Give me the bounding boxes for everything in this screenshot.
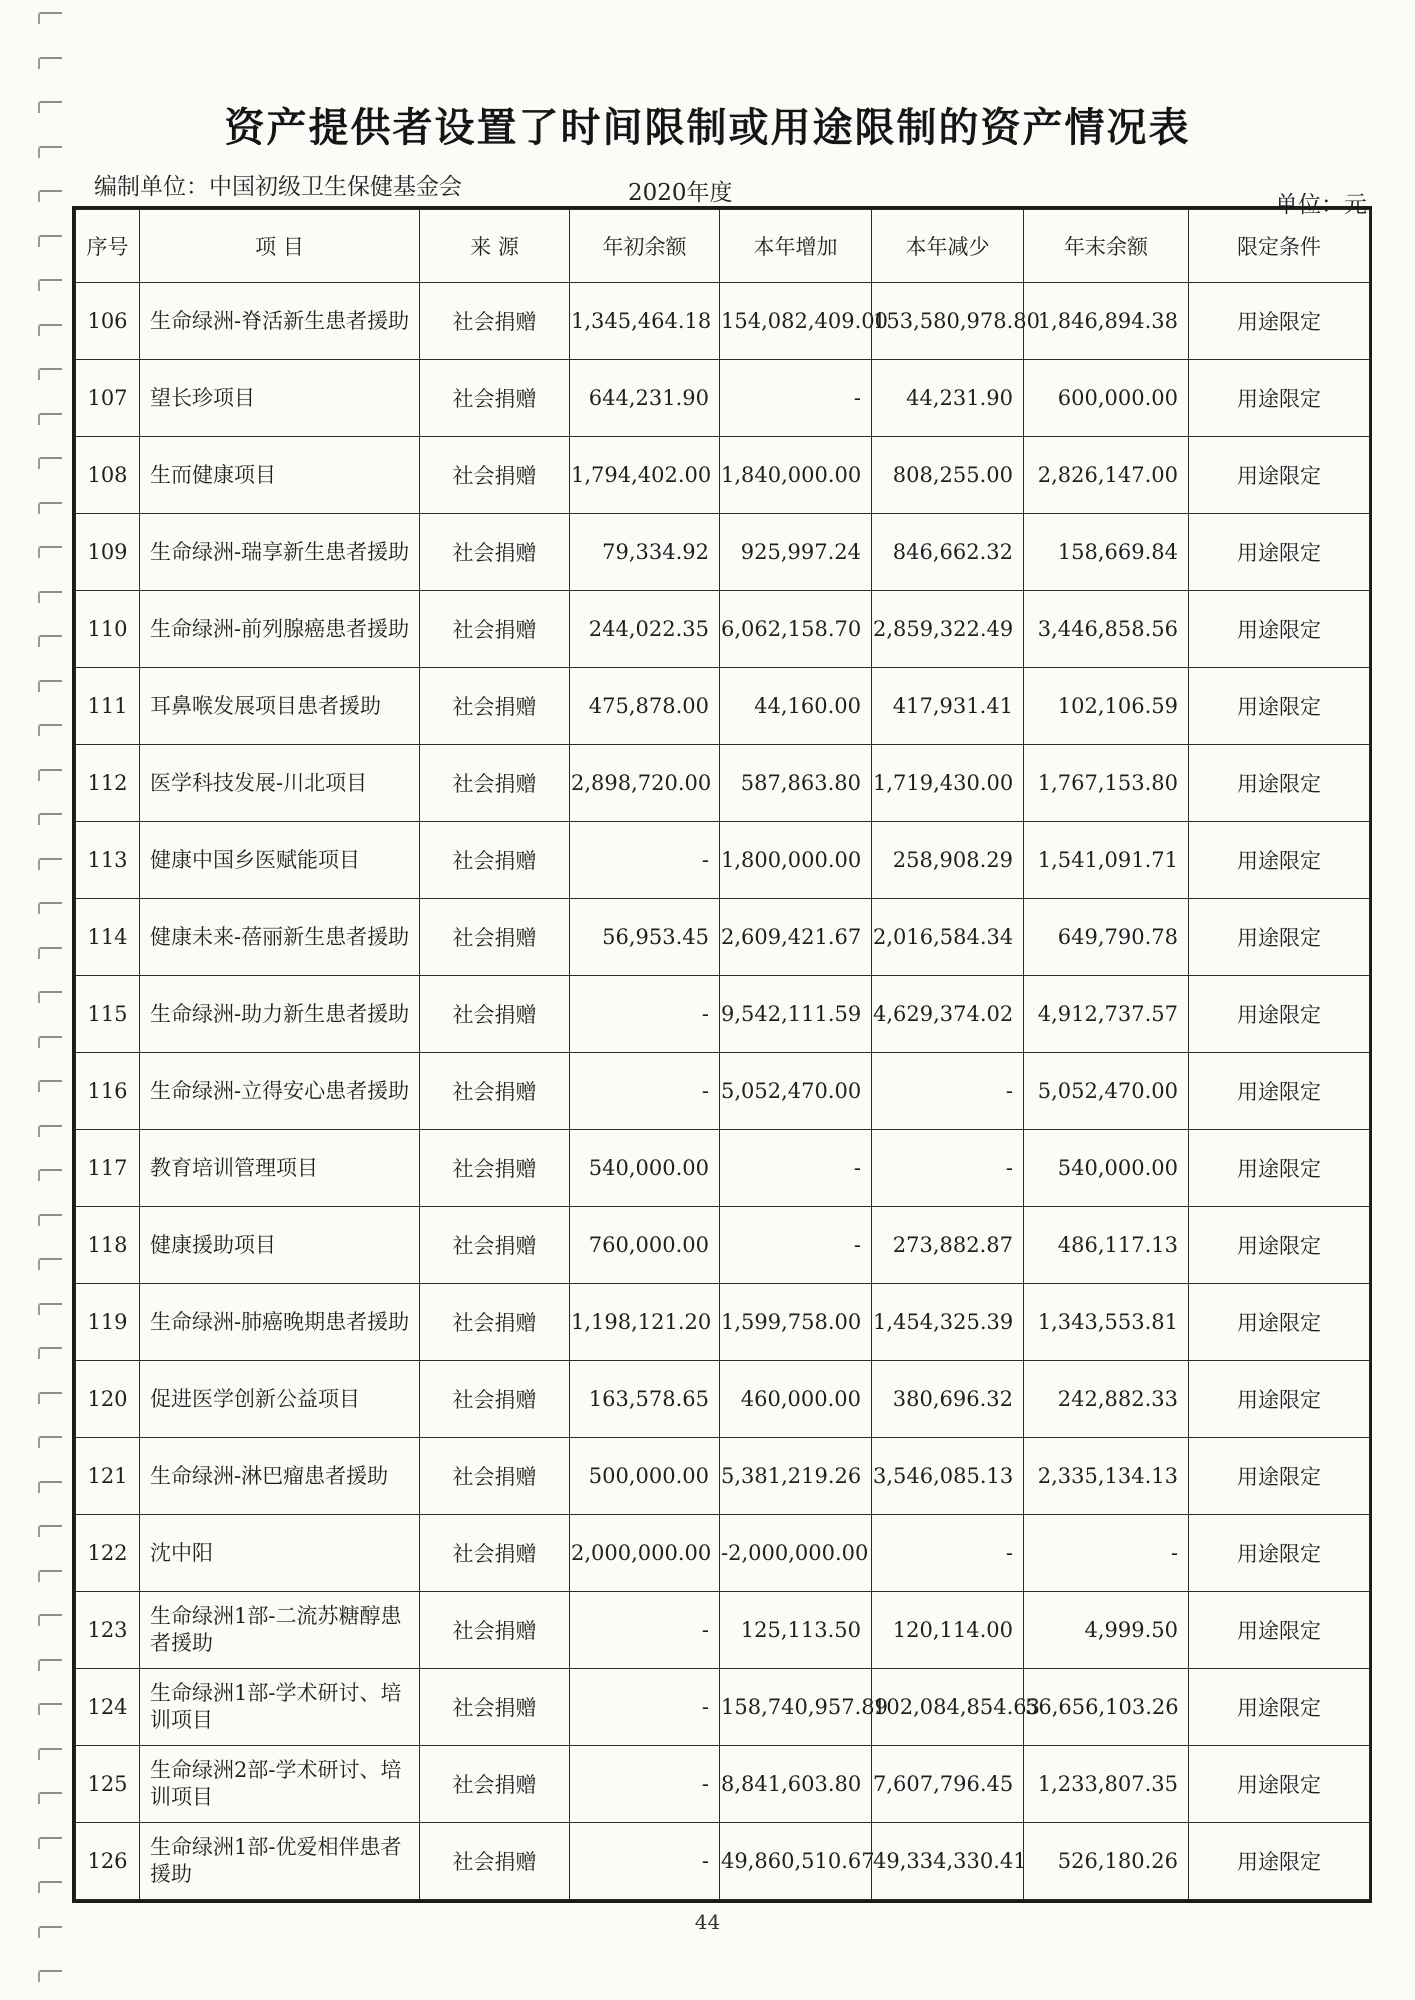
table-row xyxy=(76,1669,1370,1746)
row-condition: 用途限定 xyxy=(1189,1592,1370,1669)
row-increase: - xyxy=(720,360,872,437)
row-begin-balance: - xyxy=(570,1823,720,1900)
row-item: 望长珍项目 xyxy=(140,360,420,437)
binding-hole xyxy=(38,324,62,336)
row-item: 生命绿洲-肺癌晚期患者援助 xyxy=(140,1284,420,1361)
row-condition: 用途限定 xyxy=(1189,1823,1370,1900)
row-item: 生命绿洲-助力新生患者援助 xyxy=(140,976,420,1053)
row-condition: 用途限定 xyxy=(1189,1515,1370,1592)
row-decrease: - xyxy=(872,1130,1024,1207)
row-source: 社会捐赠 xyxy=(420,1361,570,1438)
binding-holes xyxy=(30,0,60,2000)
table-row xyxy=(76,1823,1370,1900)
table-row xyxy=(76,1746,1370,1823)
binding-hole xyxy=(38,635,62,647)
row-source: 社会捐赠 xyxy=(420,1746,570,1823)
row-decrease: 258,908.29 xyxy=(872,822,1024,899)
row-condition: 用途限定 xyxy=(1189,976,1370,1053)
binding-hole xyxy=(38,546,62,558)
col-header-source: 来 源 xyxy=(420,210,570,283)
row-number: 110 xyxy=(76,591,140,668)
row-number: 123 xyxy=(76,1592,140,1669)
row-source: 社会捐赠 xyxy=(420,1130,570,1207)
binding-hole xyxy=(38,680,62,692)
row-number: 106 xyxy=(76,283,140,360)
row-end-balance: 158,669.84 xyxy=(1024,514,1189,591)
row-number: 114 xyxy=(76,899,140,976)
row-decrease: - xyxy=(872,1515,1024,1592)
row-increase: 44,160.00 xyxy=(720,668,872,745)
row-condition: 用途限定 xyxy=(1189,1207,1370,1284)
row-begin-balance: - xyxy=(570,1746,720,1823)
row-increase: 5,052,470.00 xyxy=(720,1053,872,1130)
row-increase: 925,997.24 xyxy=(720,514,872,591)
row-number: 125 xyxy=(76,1746,140,1823)
table-row xyxy=(76,745,1370,822)
table-row xyxy=(76,1438,1370,1515)
row-number: 124 xyxy=(76,1669,140,1746)
row-increase: -2,000,000.00 xyxy=(720,1515,872,1592)
row-decrease: 2,016,584.34 xyxy=(872,899,1024,976)
row-number: 113 xyxy=(76,822,140,899)
binding-hole xyxy=(38,1392,62,1404)
row-decrease: 44,231.90 xyxy=(872,360,1024,437)
binding-hole xyxy=(38,1080,62,1092)
row-increase: 158,740,957.89 xyxy=(720,1669,872,1746)
binding-hole xyxy=(38,813,62,825)
row-increase: 125,113.50 xyxy=(720,1592,872,1669)
row-increase: 5,381,219.26 xyxy=(720,1438,872,1515)
row-number: 122 xyxy=(76,1515,140,1592)
col-header-decrease: 本年减少 xyxy=(872,210,1024,283)
row-increase: - xyxy=(720,1130,872,1207)
col-header-increase: 本年增加 xyxy=(720,210,872,283)
row-source: 社会捐赠 xyxy=(420,976,570,1053)
row-condition: 用途限定 xyxy=(1189,745,1370,822)
row-item: 生命绿洲-脊活新生患者援助 xyxy=(140,283,420,360)
table-row xyxy=(76,591,1370,668)
row-end-balance: 486,117.13 xyxy=(1024,1207,1189,1284)
col-header-end: 年末余额 xyxy=(1024,210,1189,283)
row-number: 121 xyxy=(76,1438,140,1515)
binding-hole xyxy=(38,1169,62,1181)
row-item: 健康中国乡医赋能项目 xyxy=(140,822,420,899)
row-begin-balance: 1,345,464.18 xyxy=(570,283,720,360)
row-source: 社会捐赠 xyxy=(420,283,570,360)
row-source: 社会捐赠 xyxy=(420,1438,570,1515)
row-item: 健康未来-蓓丽新生患者援助 xyxy=(140,899,420,976)
row-number: 112 xyxy=(76,745,140,822)
row-begin-balance: - xyxy=(570,1592,720,1669)
row-end-balance: 56,656,103.26 xyxy=(1024,1669,1189,1746)
currency-unit: 单位：元 xyxy=(1275,192,1367,218)
table-row xyxy=(76,1207,1370,1284)
row-end-balance: 600,000.00 xyxy=(1024,360,1189,437)
restricted-assets-table xyxy=(72,206,1372,1903)
row-condition: 用途限定 xyxy=(1189,360,1370,437)
row-condition: 用途限定 xyxy=(1189,1669,1370,1746)
row-end-balance: 4,999.50 xyxy=(1024,1592,1189,1669)
row-condition: 用途限定 xyxy=(1189,1746,1370,1823)
binding-hole xyxy=(38,947,62,959)
table-row xyxy=(76,283,1370,360)
row-begin-balance: - xyxy=(570,1669,720,1746)
row-item: 生命绿洲1部-优爱相伴患者援助 xyxy=(140,1823,420,1900)
page-number: 44 xyxy=(694,1910,721,1934)
binding-hole xyxy=(38,724,62,736)
row-condition: 用途限定 xyxy=(1189,283,1370,360)
binding-hole xyxy=(38,769,62,781)
row-item: 沈中阳 xyxy=(140,1515,420,1592)
row-end-balance: 1,541,091.71 xyxy=(1024,822,1189,899)
row-condition: 用途限定 xyxy=(1189,1130,1370,1207)
fiscal-year: 2020年度 xyxy=(628,180,733,206)
row-decrease: 49,334,330.41 xyxy=(872,1823,1024,1900)
binding-hole xyxy=(38,1837,62,1849)
binding-hole xyxy=(38,502,62,514)
row-number: 109 xyxy=(76,514,140,591)
table-row xyxy=(76,514,1370,591)
row-increase: 587,863.80 xyxy=(720,745,872,822)
row-condition: 用途限定 xyxy=(1189,514,1370,591)
row-item: 教育培训管理项目 xyxy=(140,1130,420,1207)
row-item: 健康援助项目 xyxy=(140,1207,420,1284)
row-decrease: 120,114.00 xyxy=(872,1592,1024,1669)
row-begin-balance: 244,022.35 xyxy=(570,591,720,668)
binding-hole xyxy=(38,591,62,603)
binding-hole xyxy=(38,1570,62,1582)
binding-hole xyxy=(38,1436,62,1448)
row-source: 社会捐赠 xyxy=(420,1669,570,1746)
row-item: 生命绿洲2部-学术研讨、培训项目 xyxy=(140,1746,420,1823)
table-row xyxy=(76,1053,1370,1130)
row-end-balance: 102,106.59 xyxy=(1024,668,1189,745)
row-condition: 用途限定 xyxy=(1189,437,1370,514)
binding-hole xyxy=(38,1303,62,1315)
row-condition: 用途限定 xyxy=(1189,1053,1370,1130)
table-row xyxy=(76,360,1370,437)
row-end-balance: 2,826,147.00 xyxy=(1024,437,1189,514)
row-source: 社会捐赠 xyxy=(420,437,570,514)
row-decrease: 1,719,430.00 xyxy=(872,745,1024,822)
row-source: 社会捐赠 xyxy=(420,1515,570,1592)
row-increase: 1,599,758.00 xyxy=(720,1284,872,1361)
row-begin-balance: 79,334.92 xyxy=(570,514,720,591)
binding-hole xyxy=(38,1347,62,1359)
row-end-balance: - xyxy=(1024,1515,1189,1592)
binding-hole xyxy=(38,1659,62,1671)
row-increase: 1,840,000.00 xyxy=(720,437,872,514)
row-source: 社会捐赠 xyxy=(420,1823,570,1900)
row-end-balance: 4,912,737.57 xyxy=(1024,976,1189,1053)
row-number: 107 xyxy=(76,360,140,437)
binding-hole xyxy=(38,1525,62,1537)
row-item: 促进医学创新公益项目 xyxy=(140,1361,420,1438)
row-begin-balance: 540,000.00 xyxy=(570,1130,720,1207)
row-end-balance: 649,790.78 xyxy=(1024,899,1189,976)
row-decrease: 7,607,796.45 xyxy=(872,1746,1024,1823)
row-source: 社会捐赠 xyxy=(420,822,570,899)
row-begin-balance: 1,794,402.00 xyxy=(570,437,720,514)
table-row xyxy=(76,1515,1370,1592)
row-condition: 用途限定 xyxy=(1189,822,1370,899)
row-condition: 用途限定 xyxy=(1189,668,1370,745)
binding-hole xyxy=(38,57,62,69)
row-source: 社会捐赠 xyxy=(420,514,570,591)
binding-hole xyxy=(38,368,62,380)
row-number: 115 xyxy=(76,976,140,1053)
table-row xyxy=(76,822,1370,899)
row-condition: 用途限定 xyxy=(1189,899,1370,976)
binding-hole xyxy=(38,1036,62,1048)
row-source: 社会捐赠 xyxy=(420,360,570,437)
row-increase: - xyxy=(720,1207,872,1284)
row-increase: 460,000.00 xyxy=(720,1361,872,1438)
row-begin-balance: 500,000.00 xyxy=(570,1438,720,1515)
compiling-unit: 编制单位：中国初级卫生保健基金会 xyxy=(94,174,462,200)
row-end-balance: 526,180.26 xyxy=(1024,1823,1189,1900)
binding-hole xyxy=(38,902,62,914)
row-item: 生命绿洲-瑞享新生患者援助 xyxy=(140,514,420,591)
row-begin-balance: 2,898,720.00 xyxy=(570,745,720,822)
row-end-balance: 2,335,134.13 xyxy=(1024,1438,1189,1515)
binding-hole xyxy=(38,413,62,425)
row-decrease: 1,454,325.39 xyxy=(872,1284,1024,1361)
row-end-balance: 5,052,470.00 xyxy=(1024,1053,1189,1130)
row-source: 社会捐赠 xyxy=(420,1053,570,1130)
row-decrease: 273,882.87 xyxy=(872,1207,1024,1284)
row-begin-balance: - xyxy=(570,822,720,899)
row-item: 生命绿洲-立得安心患者援助 xyxy=(140,1053,420,1130)
row-number: 120 xyxy=(76,1361,140,1438)
row-begin-balance: 760,000.00 xyxy=(570,1207,720,1284)
col-header-item: 项 目 xyxy=(140,210,420,283)
binding-hole xyxy=(38,1214,62,1226)
row-begin-balance: 644,231.90 xyxy=(570,360,720,437)
row-source: 社会捐赠 xyxy=(420,1284,570,1361)
row-end-balance: 540,000.00 xyxy=(1024,1130,1189,1207)
row-begin-balance: 56,953.45 xyxy=(570,899,720,976)
binding-hole xyxy=(38,1258,62,1270)
page-title: 资产提供者设置了时间限制或用途限制的资产情况表 xyxy=(224,104,1191,151)
row-condition: 用途限定 xyxy=(1189,1438,1370,1515)
row-end-balance: 1,767,153.80 xyxy=(1024,745,1189,822)
row-begin-balance: 1,198,121.20 xyxy=(570,1284,720,1361)
table-row xyxy=(76,1592,1370,1669)
row-item: 生命绿洲-淋巴瘤患者援助 xyxy=(140,1438,420,1515)
row-number: 111 xyxy=(76,668,140,745)
table-row xyxy=(76,899,1370,976)
row-item: 生命绿洲-前列腺癌患者援助 xyxy=(140,591,420,668)
binding-hole xyxy=(38,1970,62,1982)
row-begin-balance: 475,878.00 xyxy=(570,668,720,745)
table-row xyxy=(76,437,1370,514)
row-decrease: 153,580,978.80 xyxy=(872,283,1024,360)
col-header-condition: 限定条件 xyxy=(1189,210,1370,283)
binding-hole xyxy=(38,457,62,469)
row-end-balance: 3,446,858.56 xyxy=(1024,591,1189,668)
row-begin-balance: 2,000,000.00 xyxy=(570,1515,720,1592)
table-row xyxy=(76,976,1370,1053)
row-end-balance: 1,343,553.81 xyxy=(1024,1284,1189,1361)
binding-hole xyxy=(38,1481,62,1493)
row-end-balance: 1,233,807.35 xyxy=(1024,1746,1189,1823)
binding-hole xyxy=(38,1881,62,1893)
row-decrease: 846,662.32 xyxy=(872,514,1024,591)
row-source: 社会捐赠 xyxy=(420,1207,570,1284)
row-source: 社会捐赠 xyxy=(420,899,570,976)
row-decrease: 4,629,374.02 xyxy=(872,976,1024,1053)
table-row xyxy=(76,1130,1370,1207)
row-source: 社会捐赠 xyxy=(420,745,570,822)
binding-hole xyxy=(38,991,62,1003)
row-increase: 2,609,421.67 xyxy=(720,899,872,976)
col-header-no: 序号 xyxy=(76,210,140,283)
row-increase: 8,841,603.80 xyxy=(720,1746,872,1823)
table-row xyxy=(76,1284,1370,1361)
row-increase: 49,860,510.67 xyxy=(720,1823,872,1900)
row-condition: 用途限定 xyxy=(1189,1361,1370,1438)
row-increase: 154,082,409.00 xyxy=(720,283,872,360)
row-decrease: 3,546,085.13 xyxy=(872,1438,1024,1515)
row-number: 117 xyxy=(76,1130,140,1207)
row-end-balance: 242,882.33 xyxy=(1024,1361,1189,1438)
row-increase: 1,800,000.00 xyxy=(720,822,872,899)
row-begin-balance: - xyxy=(570,976,720,1053)
row-source: 社会捐赠 xyxy=(420,591,570,668)
table-row xyxy=(76,1361,1370,1438)
binding-hole xyxy=(38,858,62,870)
row-decrease: 2,859,322.49 xyxy=(872,591,1024,668)
row-decrease: 808,255.00 xyxy=(872,437,1024,514)
binding-hole xyxy=(38,1703,62,1715)
row-begin-balance: - xyxy=(570,1053,720,1130)
binding-hole xyxy=(38,1748,62,1760)
binding-hole xyxy=(38,1792,62,1804)
row-end-balance: 1,846,894.38 xyxy=(1024,283,1189,360)
row-number: 119 xyxy=(76,1284,140,1361)
row-decrease: 380,696.32 xyxy=(872,1361,1024,1438)
row-condition: 用途限定 xyxy=(1189,591,1370,668)
row-item: 医学科技发展-川北项目 xyxy=(140,745,420,822)
binding-hole xyxy=(38,12,62,24)
binding-hole xyxy=(38,190,62,202)
row-item: 耳鼻喉发展项目患者援助 xyxy=(140,668,420,745)
row-source: 社会捐赠 xyxy=(420,668,570,745)
row-decrease: 102,084,854.63 xyxy=(872,1669,1024,1746)
row-number: 118 xyxy=(76,1207,140,1284)
binding-hole xyxy=(38,279,62,291)
row-source: 社会捐赠 xyxy=(420,1592,570,1669)
col-header-begin: 年初余额 xyxy=(570,210,720,283)
row-item: 生而健康项目 xyxy=(140,437,420,514)
row-number: 108 xyxy=(76,437,140,514)
table-header-row xyxy=(76,210,1370,283)
binding-hole xyxy=(38,1614,62,1626)
row-increase: 9,542,111.59 xyxy=(720,976,872,1053)
row-number: 126 xyxy=(76,1823,140,1900)
row-decrease: 417,931.41 xyxy=(872,668,1024,745)
row-number: 116 xyxy=(76,1053,140,1130)
row-item: 生命绿洲1部-二流苏糖醇患者援助 xyxy=(140,1592,420,1669)
binding-hole xyxy=(38,1125,62,1137)
binding-hole xyxy=(38,235,62,247)
row-item: 生命绿洲1部-学术研讨、培训项目 xyxy=(140,1669,420,1746)
row-decrease: - xyxy=(872,1053,1024,1130)
row-begin-balance: 163,578.65 xyxy=(570,1361,720,1438)
table-row xyxy=(76,668,1370,745)
row-condition: 用途限定 xyxy=(1189,1284,1370,1361)
row-increase: 6,062,158.70 xyxy=(720,591,872,668)
